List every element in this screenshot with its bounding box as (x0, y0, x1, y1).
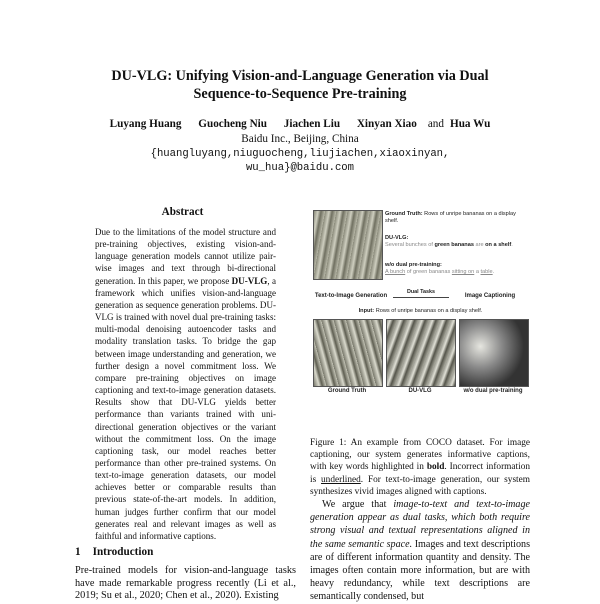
source-image (313, 210, 383, 280)
body-paragraph (310, 498, 530, 604)
caption-keyword: on a shelf (485, 242, 512, 249)
dual-tasks-label: Dual Tasks (406, 289, 436, 295)
duvlg-image (386, 319, 456, 387)
duvlg-caption (385, 235, 530, 249)
author: Hua Wu (450, 118, 491, 130)
caption-text: Figure 1: An example from COCO dataset. For image captioning, our system generates informative captions, with key words highlighted in (310, 438, 530, 473)
caption-error: sitting on (451, 269, 475, 276)
wo-label: w/o dual pre-training: (385, 262, 442, 268)
email-line-2: wu_hua}@baidu.com (245, 161, 355, 174)
paragraph-span: Images and text descriptions are of different information quantity and density. The images often contain more information, but are with heavy redundancy, while text descriptions are semantically condensed, but (310, 538, 530, 603)
author: Jiachen Liu (283, 118, 341, 130)
model-name: DU-VLG (231, 275, 268, 286)
section-title: Introduction (92, 546, 154, 558)
wo-image (459, 319, 529, 387)
input-text: Rows of unripe bananas on a display shelf. (375, 308, 483, 314)
paper-title (40, 68, 560, 103)
figure-1 (311, 207, 530, 423)
paragraph-text (310, 498, 530, 604)
author: Xinyan Xiao (356, 118, 417, 130)
caption-text: of green bananas (405, 269, 452, 276)
caption-text: . Incorrect information is (310, 462, 530, 485)
wo-caption (385, 262, 530, 276)
title-line-2: Sequence-to-Sequence Pre-training (193, 85, 407, 102)
gt-caption (385, 211, 530, 225)
caption-text: . For text-to-image generation, our system synthesizes vivid images aligned with captions. (310, 474, 531, 497)
t2i-label: Text-to-Image Generation (314, 293, 388, 299)
caption-error: table (480, 269, 493, 276)
gt-image (313, 319, 383, 387)
gt-text: Rows of unripe bananas on a display shelf. (385, 211, 516, 225)
abstract-body (95, 226, 276, 542)
email-line-1: {huangluyang,niuguocheng,liujiachen,xiaoxinyan, (150, 148, 450, 160)
caption-text: a (474, 269, 481, 276)
intro-paragraph: Pre-trained models for vision-and-language tasks have made remarkable progress recently (Li et al., 2019; Su et al., 2020; Chen et al., 2020). Existing (75, 565, 296, 602)
author-emails (40, 148, 560, 175)
author: Guocheng Niu (198, 118, 267, 130)
paragraph-span: We argue that (322, 499, 394, 510)
caption-bold: bold (426, 462, 445, 473)
input-caption (311, 308, 530, 315)
section-number: 1 (75, 546, 81, 558)
ic-label: Image Captioning (464, 293, 516, 299)
paragraph-emphasis: image-to-text and text-to-image generation appear as dual tasks, which both require strong visual and textual representations aligned in the same semantic space. (310, 499, 531, 550)
caption-keyword: green bananas (434, 242, 474, 249)
dual-arrow (393, 297, 449, 298)
figure-caption (310, 437, 530, 498)
author: Luyang Huang (109, 118, 182, 130)
abstract-text: Due to the limitations of the model structure and pre-training objectives, existing vision-and-language generation models cannot utilize pair-wise images and text through bi-directional generation. In this paper, we propose (95, 227, 276, 286)
duvlg-label: DU-VLG: (385, 235, 409, 241)
and-word: and (427, 118, 444, 130)
title-line-1: DU-VLG: Unifying Vision-and-Language Generation via Dual (111, 68, 489, 84)
input-label: Input: (358, 308, 375, 314)
caption-error: A bunch (385, 269, 406, 276)
col-label: Ground Truth (327, 388, 367, 394)
abstract-text: , a framework which unifies vision-and-language generation as sequence generation problems. DU-VLG is trained with novel dual pre-training tasks: multi-modal denoising autoencoder tasks and modality translation tasks. To bridge the gap between image understanding and generation, we further design a novel commitment loss. We compare pre-training objectives on image captioning and text-to-image generation datasets. Results show that DU-VLG yields better performance than variants trained with uni-directional generation objectives or the variant without the commitment loss. On the image captioning task, our model reaches better performance than other pre-trained systems. On text-to-image generation datasets, our model achieves better or comparable results than previous state-of-the-art models. In addition, human judges further confirm that our model generates real and relevant images as well as faithful and informative captions. (95, 275, 276, 541)
gt-label: Ground Truth: (385, 211, 423, 217)
caption-text: . (492, 269, 495, 276)
author-list (40, 118, 560, 130)
col-label: w/o dual pre-training (463, 388, 523, 394)
abstract-heading: Abstract (161, 206, 204, 218)
caption-underlined: underlined (321, 474, 361, 485)
caption-text: Several bunches of (385, 242, 435, 249)
col-label: DU-VLG (408, 388, 432, 394)
caption-text: . (511, 242, 513, 249)
affiliation: Baidu Inc., Beijing, China (241, 133, 359, 145)
section-heading (75, 546, 153, 558)
caption-text: are (473, 242, 486, 249)
